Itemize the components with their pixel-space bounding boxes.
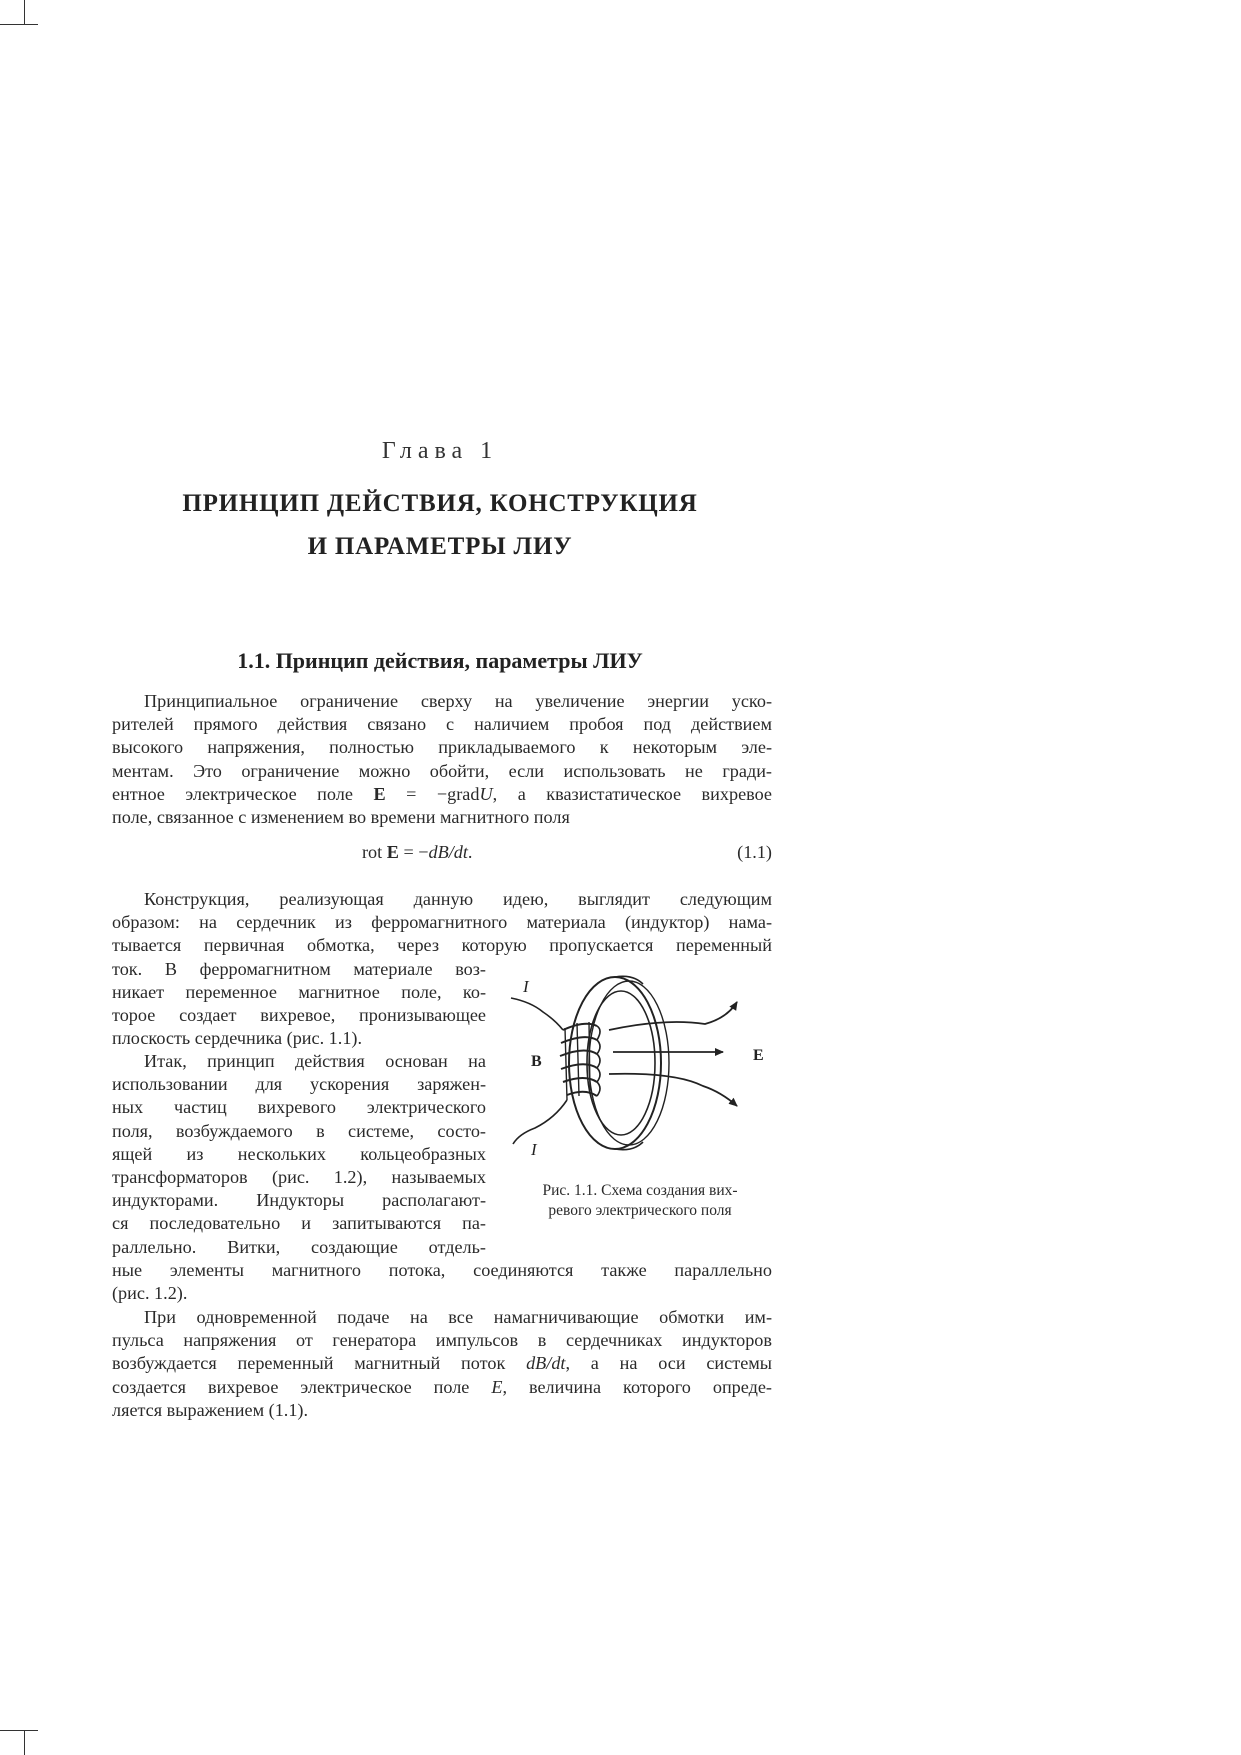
math-var-e: E (491, 1376, 503, 1397)
core-ring-back (589, 981, 669, 1145)
text-line: ящей из нескольких кольцеобразных (112, 1143, 486, 1164)
text-line: плоскость сердечника (рис. 1.1). (112, 1028, 363, 1049)
label-e-field: E (753, 1047, 764, 1064)
text-line: Конструкция, реализующая данную идею, выглядит следующим (144, 889, 772, 909)
text-line: никает переменное магнитное поле, ко- (112, 981, 486, 1002)
caption-line: Рис. 1.1. Схема создания вих- (542, 1182, 738, 1199)
text-line (112, 783, 772, 806)
text-line: пульса напряжения от генератора импульсов в сердечниках индукторов (112, 1330, 772, 1351)
text-line: поле, связанное с изменением во времени магнитного поля (112, 806, 570, 827)
text-line (112, 1376, 772, 1399)
winding-coil-side (597, 1026, 600, 1096)
section-title: 1.1. Принцип действия, параметры ЛИУ (237, 648, 643, 673)
text-line: поля, возбуждаемого в системе, состо- (112, 1120, 486, 1141)
chapter-label: Глава 1 (381, 438, 499, 464)
crop-mark-bottom-horizontal (0, 1730, 38, 1731)
text-line: высокого напряжения, полностью прикладываемого к некоторым эле- (112, 737, 772, 758)
text-line: Принципиальное ограничение сверху на увеличение энергии уско- (144, 691, 772, 711)
equation-number: (1.1) (737, 842, 772, 862)
text-line: ток. В ферромагнитном материале воз- (112, 958, 486, 979)
caption-line: ревого электрического поля (548, 1202, 732, 1219)
field-line-upper (609, 1002, 737, 1030)
text-line: (рис. 1.2). (112, 1282, 188, 1303)
math-var-u: U (479, 783, 493, 804)
text-fragment: , а на оси системы (565, 1353, 772, 1374)
field-line-lower (609, 1074, 737, 1106)
math-var-dbdt: dB/dt (526, 1353, 566, 1374)
text-line: индукторами. Индукторы располагают- (112, 1190, 486, 1211)
equation-1-1 (112, 842, 772, 866)
figure-caption (505, 1181, 775, 1221)
crop-mark-bottom-vertical (24, 1731, 25, 1755)
period: . (467, 842, 473, 862)
text-line: раллельно. Витки, создающие отдель- (112, 1236, 486, 1257)
text-line: ся последовательно и запитываются па- (112, 1213, 486, 1234)
equation-rhs: dB/dt (428, 842, 468, 862)
vector-e: E (386, 842, 399, 862)
text-fragment: , величина которого опреде- (502, 1376, 772, 1397)
crop-mark-top-horizontal (0, 24, 38, 25)
label-current-bottom: I (531, 1140, 537, 1158)
label-current-top: I (523, 977, 529, 996)
text-line: Итак, принцип действия основан на (144, 1051, 486, 1071)
text-line: использовании для ускорения заряжен- (112, 1074, 486, 1095)
paragraph-1 (112, 690, 772, 829)
text-fragment: создается вихревое электрическое поле (112, 1376, 492, 1397)
text-line: ментам. Это ограничение можно обойти, если использовать не гради- (112, 760, 772, 781)
core-ring-outer (569, 977, 661, 1149)
text-line: трансформаторов (рис. 1.2), называемых (112, 1166, 486, 1187)
text-line: ные элементы магнитного потока, соединяются также параллельно (112, 1259, 772, 1280)
text-line: рителей прямого действия связано с наличием пробоя под действием (112, 714, 772, 735)
figure-1-1-diagram (505, 968, 775, 1158)
text-fragment: ентное электрическое поле (112, 783, 374, 804)
label-b-field: B (531, 1053, 542, 1070)
chapter-title-line: И ПАРАМЕТРЫ ЛИУ (307, 533, 573, 560)
paragraph-4 (112, 1306, 772, 1422)
lead-top (511, 998, 563, 1030)
text-line (112, 1352, 772, 1375)
chapter-title (0, 482, 880, 568)
text-line: ных частиц вихревого электрического (112, 1097, 486, 1118)
equals-sign: = − (398, 842, 429, 862)
lead-bottom (513, 1100, 567, 1144)
text-fragment: , а квазистатическое вихревое (492, 783, 772, 804)
text-line: образом: на сердечник из ферромагнитного материала (индуктор) нама- (112, 912, 772, 933)
text-line: торое создает вихревое, пронизывающее (112, 1004, 486, 1025)
text-fragment: возбуждается переменный магнитный поток (112, 1353, 527, 1374)
chapter-title-line: ПРИНЦИП ДЕЙСТВИЯ, КОНСТРУКЦИЯ (182, 490, 698, 517)
equation-formula (362, 842, 472, 863)
crop-mark-top-vertical (24, 0, 25, 24)
text-fragment: = −grad (385, 783, 480, 804)
text-line: ляется выражением (1.1). (112, 1399, 309, 1420)
vector-e: E (373, 783, 386, 804)
text-line: тывается первичная обмотка, через которую пропускается переменный (112, 935, 772, 956)
text-line: При одновременной подаче на все намагничивающие обмотки им- (144, 1307, 772, 1327)
rot-operator: rot (362, 842, 387, 862)
